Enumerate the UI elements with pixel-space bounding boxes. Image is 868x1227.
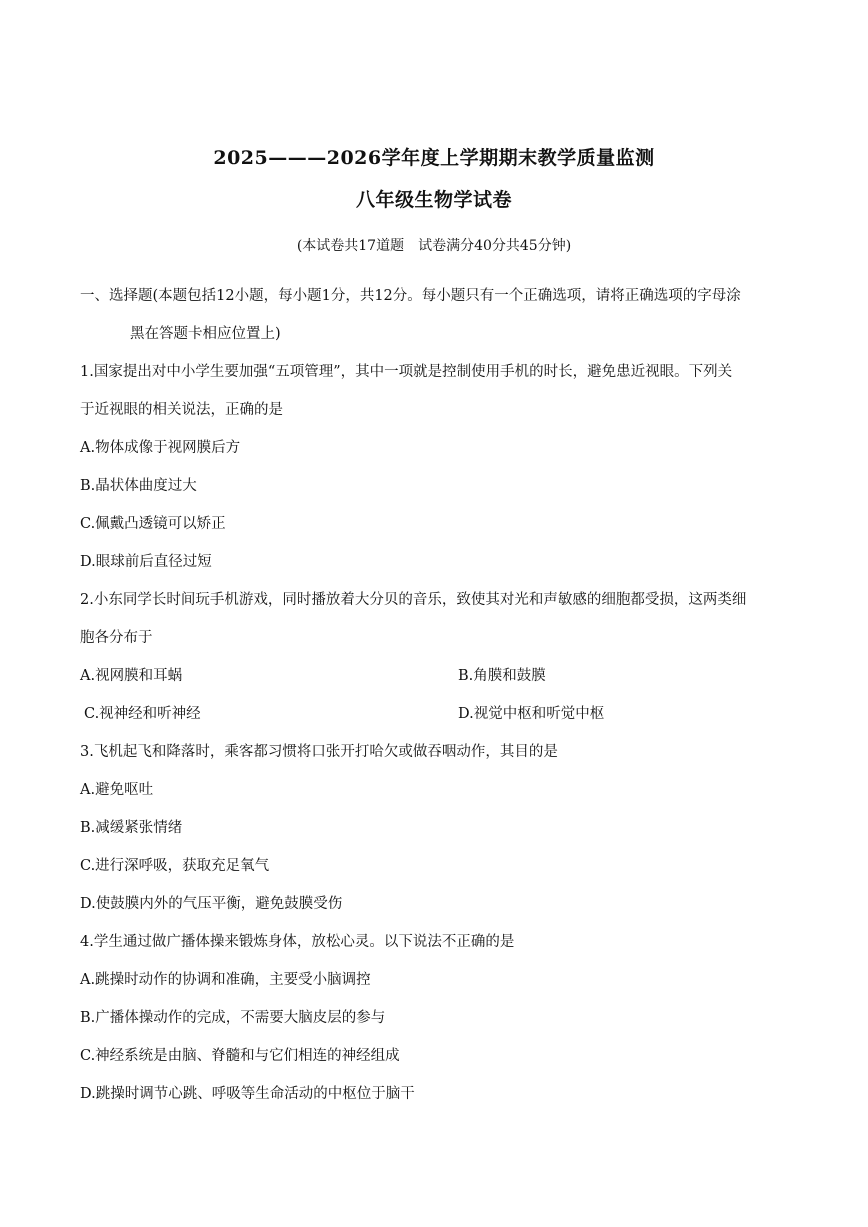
section-intro-line1: 一、选择题(本题包括12小题，每小题1分，共12分。每小题只有一个正确选项，请将正确选项的字母涂 bbox=[80, 288, 741, 304]
question-2-option-d: D.视觉中枢和听觉中枢 bbox=[458, 706, 605, 722]
question-4-option-d: D.跳操时调节心跳、呼吸等生命活动的中枢位于脑干 bbox=[80, 1086, 415, 1102]
section-intro-line2: 黑在答题卡相应位置上) bbox=[130, 326, 281, 342]
question-1-option-b: B.晶状体曲度过大 bbox=[80, 478, 197, 494]
question-1-option-a: A.物体成像于视网膜后方 bbox=[80, 440, 241, 456]
question-4-option-a: A.跳操时动作的协调和准确，主要受小脑调控 bbox=[80, 972, 371, 988]
question-1-stem-line2: 于近视眼的相关说法，正确的是 bbox=[80, 402, 283, 418]
question-2-option-a: A.视网膜和耳蜗 bbox=[80, 668, 183, 684]
question-3-option-a: A.避免呕吐 bbox=[80, 782, 154, 798]
question-3-stem-line1: 3.飞机起飞和降落时，乘客都习惯将口张开打哈欠或做吞咽动作，其目的是 bbox=[80, 744, 558, 760]
exam-note: (本试卷共17道题 试卷满分40分共45分钟) bbox=[296, 238, 572, 254]
exam-subtitle: 八年级生物学试卷 bbox=[355, 189, 512, 211]
question-2-stem-line1: 2.小东同学长时间玩手机游戏，同时播放着大分贝的音乐，致使其对光和声敏感的细胞都受损，这两类细 bbox=[80, 592, 747, 608]
question-3-option-b: B.减缓紧张情绪 bbox=[80, 820, 183, 836]
exam-title: 2025———2026学年度上学期期末教学质量监测 bbox=[213, 147, 655, 169]
question-1-option-d: D.眼球前后直径过短 bbox=[80, 554, 212, 570]
question-2-option-b: B.角膜和鼓膜 bbox=[458, 668, 546, 684]
question-1-option-c: C.佩戴凸透镜可以矫正 bbox=[80, 516, 226, 532]
question-3-option-c: C.进行深呼吸，获取充足氧气 bbox=[80, 858, 270, 874]
question-4-option-b: B.广播体操动作的完成，不需要大脑皮层的参与 bbox=[80, 1010, 386, 1026]
question-4-stem-line1: 4.学生通过做广播体操来锻炼身体，放松心灵。以下说法不正确的是 bbox=[80, 934, 515, 950]
question-1-stem-line1: 1.国家提出对中小学生要加强“五项管理”，其中一项就是控制使用手机的时长，避免患近视眼。下列关 bbox=[80, 364, 733, 380]
question-4-option-c: C.神经系统是由脑、脊髓和与它们相连的神经组成 bbox=[80, 1048, 400, 1064]
question-2-option-c: C.视神经和听神经 bbox=[84, 706, 201, 722]
question-3-option-d: D.使鼓膜内外的气压平衡，避免鼓膜受伤 bbox=[80, 896, 343, 912]
question-2-stem-line2: 胞各分布于 bbox=[80, 630, 153, 646]
